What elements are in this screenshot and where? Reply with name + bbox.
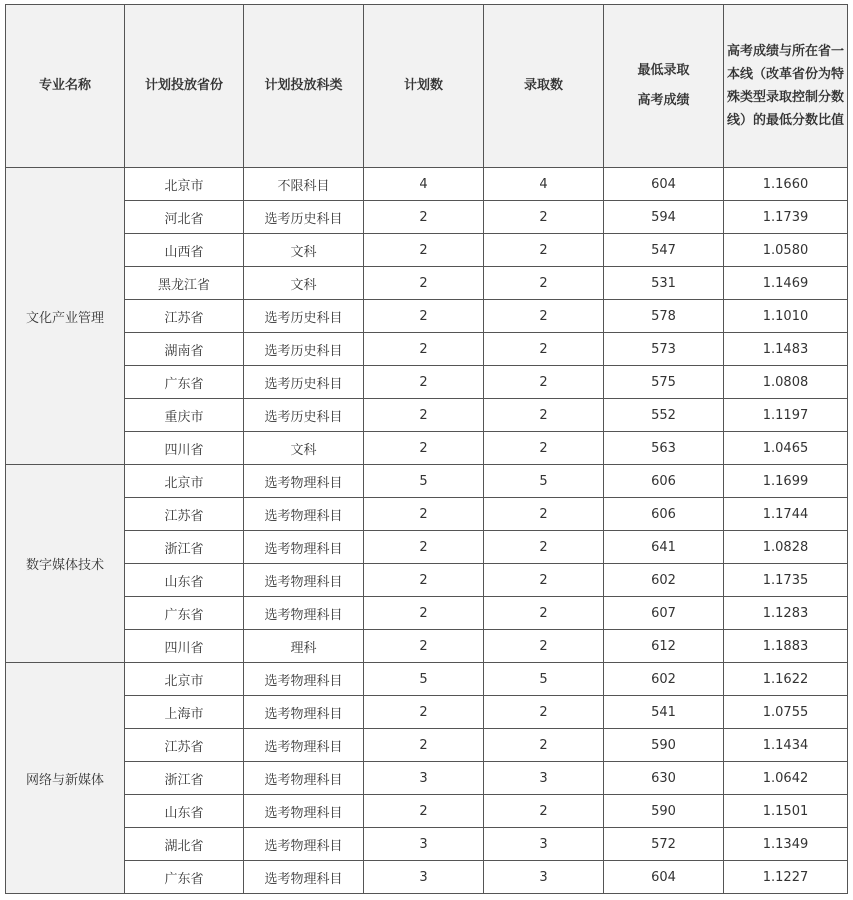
table-body [6,168,848,894]
cell-ratio: 1.1699 [724,465,848,498]
table-row [6,432,848,465]
cell-ratio: 1.1883 [724,630,848,663]
cell-plan-count: 2 [364,432,484,465]
cell-plan-count: 2 [364,531,484,564]
cell-province: 江苏省 [125,498,244,531]
table-row [6,663,848,696]
cell-subject: 选考物理科目 [244,828,364,861]
cell-ratio: 1.1227 [724,861,848,894]
cell-province: 山东省 [125,564,244,597]
cell-subject: 选考物理科目 [244,465,364,498]
cell-province: 湖北省 [125,828,244,861]
cell-ratio: 1.1349 [724,828,848,861]
cell-subject: 选考物理科目 [244,795,364,828]
cell-admit-count: 2 [484,201,604,234]
cell-admit-count: 2 [484,300,604,333]
cell-admit-count: 2 [484,498,604,531]
cell-admit-count: 2 [484,333,604,366]
table-row [6,762,848,795]
cell-plan-count: 2 [364,399,484,432]
cell-plan-count: 2 [364,366,484,399]
table-row [6,729,848,762]
cell-ratio: 1.1501 [724,795,848,828]
cell-subject: 理科 [244,630,364,663]
table-row [6,564,848,597]
cell-min-score: 590 [604,729,724,762]
cell-min-score: 606 [604,498,724,531]
header-subject: 计划投放科类 [244,5,364,168]
cell-ratio: 1.1010 [724,300,848,333]
table-row [6,234,848,267]
cell-min-score: 641 [604,531,724,564]
cell-min-score: 590 [604,795,724,828]
cell-province: 北京市 [125,465,244,498]
table-row [6,597,848,630]
cell-subject: 选考物理科目 [244,696,364,729]
cell-min-score: 573 [604,333,724,366]
cell-min-score: 563 [604,432,724,465]
cell-ratio: 1.1660 [724,168,848,201]
cell-ratio: 1.1434 [724,729,848,762]
cell-ratio: 1.1744 [724,498,848,531]
cell-ratio: 1.0755 [724,696,848,729]
cell-ratio: 1.1469 [724,267,848,300]
header-min-score [604,5,724,168]
cell-admit-count: 2 [484,531,604,564]
cell-plan-count: 2 [364,201,484,234]
cell-province: 广东省 [125,861,244,894]
cell-province: 山东省 [125,795,244,828]
header-ratio: 高考成绩与所在省一本线（改革省份为特殊类型录取控制分数线）的最低分数比值 [724,5,848,168]
cell-ratio: 1.0642 [724,762,848,795]
header-admit-count: 录取数 [484,5,604,168]
cell-admit-count: 5 [484,465,604,498]
table-row [6,828,848,861]
cell-subject: 选考物理科目 [244,861,364,894]
cell-admit-count: 2 [484,432,604,465]
cell-subject: 不限科目 [244,168,364,201]
cell-province: 浙江省 [125,762,244,795]
cell-admit-count: 2 [484,366,604,399]
cell-min-score: 572 [604,828,724,861]
cell-major: 数字媒体技术 [6,465,125,663]
header-major: 专业名称 [6,5,125,168]
cell-admit-count: 2 [484,564,604,597]
table-row [6,300,848,333]
cell-admit-count: 5 [484,663,604,696]
cell-province: 山西省 [125,234,244,267]
table-row [6,531,848,564]
table-row [6,465,848,498]
cell-plan-count: 5 [364,465,484,498]
cell-province: 重庆市 [125,399,244,432]
cell-min-score: 602 [604,564,724,597]
cell-subject: 选考物理科目 [244,498,364,531]
cell-province: 湖南省 [125,333,244,366]
cell-province: 四川省 [125,630,244,663]
cell-admit-count: 4 [484,168,604,201]
table-row [6,696,848,729]
table-row [6,201,848,234]
cell-min-score: 604 [604,861,724,894]
cell-admit-count: 2 [484,795,604,828]
cell-plan-count: 2 [364,234,484,267]
cell-subject: 选考历史科目 [244,300,364,333]
cell-ratio: 1.0580 [724,234,848,267]
cell-province: 广东省 [125,366,244,399]
cell-subject: 文科 [244,234,364,267]
header-row [6,5,848,168]
table-row [6,498,848,531]
cell-subject: 选考物理科目 [244,564,364,597]
cell-subject: 选考物理科目 [244,531,364,564]
header-min-score-line1: 最低录取 [637,63,690,78]
cell-min-score: 630 [604,762,724,795]
table-header [6,5,848,168]
cell-ratio: 1.1283 [724,597,848,630]
cell-ratio: 1.0808 [724,366,848,399]
cell-min-score: 575 [604,366,724,399]
table-row [6,168,848,201]
cell-ratio: 1.1483 [724,333,848,366]
table-row [6,366,848,399]
cell-min-score: 604 [604,168,724,201]
cell-subject: 选考物理科目 [244,762,364,795]
cell-subject: 选考物理科目 [244,597,364,630]
cell-plan-count: 2 [364,498,484,531]
cell-admit-count: 2 [484,597,604,630]
cell-admit-count: 3 [484,762,604,795]
cell-plan-count: 2 [364,300,484,333]
cell-plan-count: 2 [364,564,484,597]
cell-ratio: 1.1622 [724,663,848,696]
cell-min-score: 547 [604,234,724,267]
cell-min-score: 541 [604,696,724,729]
cell-min-score: 612 [604,630,724,663]
cell-province: 江苏省 [125,300,244,333]
cell-subject: 文科 [244,267,364,300]
cell-plan-count: 4 [364,168,484,201]
cell-major: 网络与新媒体 [6,663,125,894]
cell-province: 上海市 [125,696,244,729]
admission-table [5,4,848,894]
cell-admit-count: 2 [484,696,604,729]
cell-admit-count: 3 [484,861,604,894]
cell-subject: 选考历史科目 [244,399,364,432]
cell-plan-count: 2 [364,333,484,366]
table-row [6,399,848,432]
cell-province: 浙江省 [125,531,244,564]
cell-province: 北京市 [125,168,244,201]
cell-province: 黑龙江省 [125,267,244,300]
cell-admit-count: 2 [484,267,604,300]
cell-ratio: 1.1735 [724,564,848,597]
cell-plan-count: 2 [364,729,484,762]
cell-admit-count: 3 [484,828,604,861]
header-plan-count: 计划数 [364,5,484,168]
cell-min-score: 607 [604,597,724,630]
cell-province: 北京市 [125,663,244,696]
cell-subject: 文科 [244,432,364,465]
cell-plan-count: 2 [364,630,484,663]
cell-subject: 选考历史科目 [244,201,364,234]
cell-ratio: 1.1197 [724,399,848,432]
table-row [6,267,848,300]
table-row [6,795,848,828]
cell-plan-count: 2 [364,795,484,828]
cell-ratio: 1.0828 [724,531,848,564]
cell-plan-count: 5 [364,663,484,696]
cell-min-score: 578 [604,300,724,333]
cell-min-score: 594 [604,201,724,234]
cell-ratio: 1.0465 [724,432,848,465]
cell-province: 广东省 [125,597,244,630]
cell-admit-count: 2 [484,729,604,762]
cell-subject: 选考物理科目 [244,663,364,696]
cell-plan-count: 3 [364,828,484,861]
cell-admit-count: 2 [484,399,604,432]
cell-plan-count: 3 [364,861,484,894]
cell-plan-count: 2 [364,696,484,729]
cell-min-score: 531 [604,267,724,300]
cell-admit-count: 2 [484,234,604,267]
cell-province: 河北省 [125,201,244,234]
cell-plan-count: 2 [364,597,484,630]
header-province: 计划投放省份 [125,5,244,168]
cell-plan-count: 3 [364,762,484,795]
cell-ratio: 1.1739 [724,201,848,234]
cell-plan-count: 2 [364,267,484,300]
table-row [6,333,848,366]
table-row [6,630,848,663]
cell-province: 江苏省 [125,729,244,762]
cell-min-score: 602 [604,663,724,696]
cell-subject: 选考历史科目 [244,366,364,399]
cell-min-score: 552 [604,399,724,432]
cell-min-score: 606 [604,465,724,498]
cell-subject: 选考物理科目 [244,729,364,762]
cell-subject: 选考历史科目 [244,333,364,366]
cell-province: 四川省 [125,432,244,465]
cell-admit-count: 2 [484,630,604,663]
cell-major: 文化产业管理 [6,168,125,465]
header-min-score-line2: 高考成绩 [637,93,690,108]
table-row [6,861,848,894]
